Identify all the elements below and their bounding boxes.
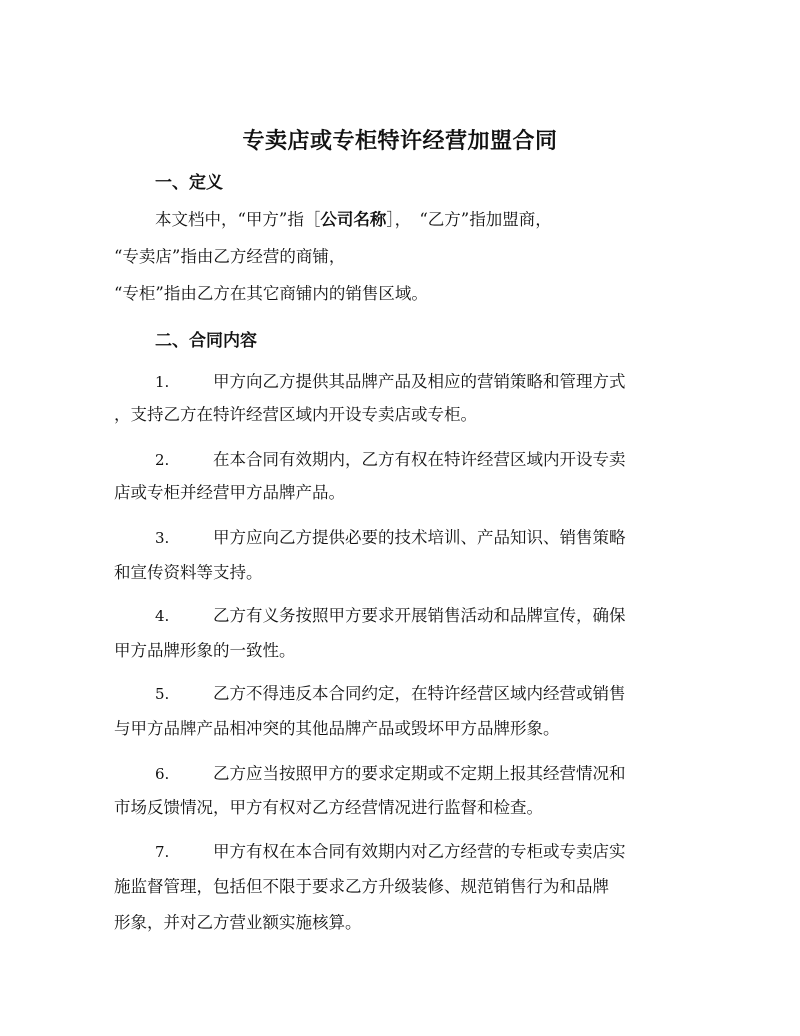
item-text-line: 乙方应当按照甲方的要求定期或不定期上报其经营情况和 [213, 764, 626, 783]
item-number: 1. [155, 373, 170, 391]
item-text-line: 甲方应向乙方提供必要的技术培训、产品知识、销售策略 [213, 528, 626, 547]
section-heading-contract-content: 二、合同内容 [155, 331, 257, 351]
item-number: 2. [155, 451, 170, 469]
item-text-line: 店或专柜并经营甲方品牌产品。 [114, 483, 345, 502]
definition-line-1 [155, 210, 552, 230]
item-number: 7. [155, 843, 170, 861]
item-number: 4. [155, 607, 170, 625]
item-text-line: 市场反馈情况，甲方有权对乙方经营情况进行监督和检查。 [114, 798, 543, 817]
item-text-line: 形象，并对乙方营业额实施核算。 [114, 913, 362, 932]
item-text-line: 在本合同有效期内，乙方有权在特许经营区域内开设专卖 [213, 450, 626, 469]
definition-line-1-prefix: 本文档中，“甲方”指［ [155, 210, 321, 229]
item-text-line: 施监督管理，包括但不限于要求乙方升级装修、规范销售行为和品牌 [114, 877, 609, 896]
section-heading-definitions: 一、定义 [155, 173, 223, 193]
item-text-line: 和宣传资料等支持。 [114, 563, 263, 582]
item-text-line: 甲方品牌形象的一致性。 [114, 641, 296, 660]
item-text-line: 甲方向乙方提供其品牌产品及相应的营销策略和管理方式 [213, 372, 626, 391]
item-text-line: 乙方不得违反本合同约定，在特许经营区域内经营或销售 [213, 684, 626, 703]
definition-line-1-suffix: ］， “乙方”指加盟商， [386, 210, 552, 229]
item-text-line: ，支持乙方在特许经营区域内开设专卖店或专柜。 [114, 405, 477, 424]
document-title: 专卖店或专柜特许经营加盟合同 [242, 129, 558, 154]
item-number: 6. [155, 765, 170, 783]
item-number: 5. [155, 685, 170, 703]
item-number: 3. [155, 529, 170, 547]
definition-line-2: “专卖店”指由乙方经营的商铺， [114, 247, 346, 266]
item-text-line: 乙方有义务按照甲方要求开展销售活动和品牌宣传，确保 [213, 606, 626, 625]
item-text-line: 甲方有权在本合同有效期内对乙方经营的专柜或专卖店实 [213, 842, 626, 861]
company-name-placeholder: 公司名称 [320, 210, 387, 229]
definition-line-3: “专柜”指由乙方在其它商铺内的销售区域。 [114, 284, 428, 303]
item-text-line: 与甲方品牌产品相冲突的其他品牌产品或毁坏甲方品牌形象。 [114, 719, 560, 738]
